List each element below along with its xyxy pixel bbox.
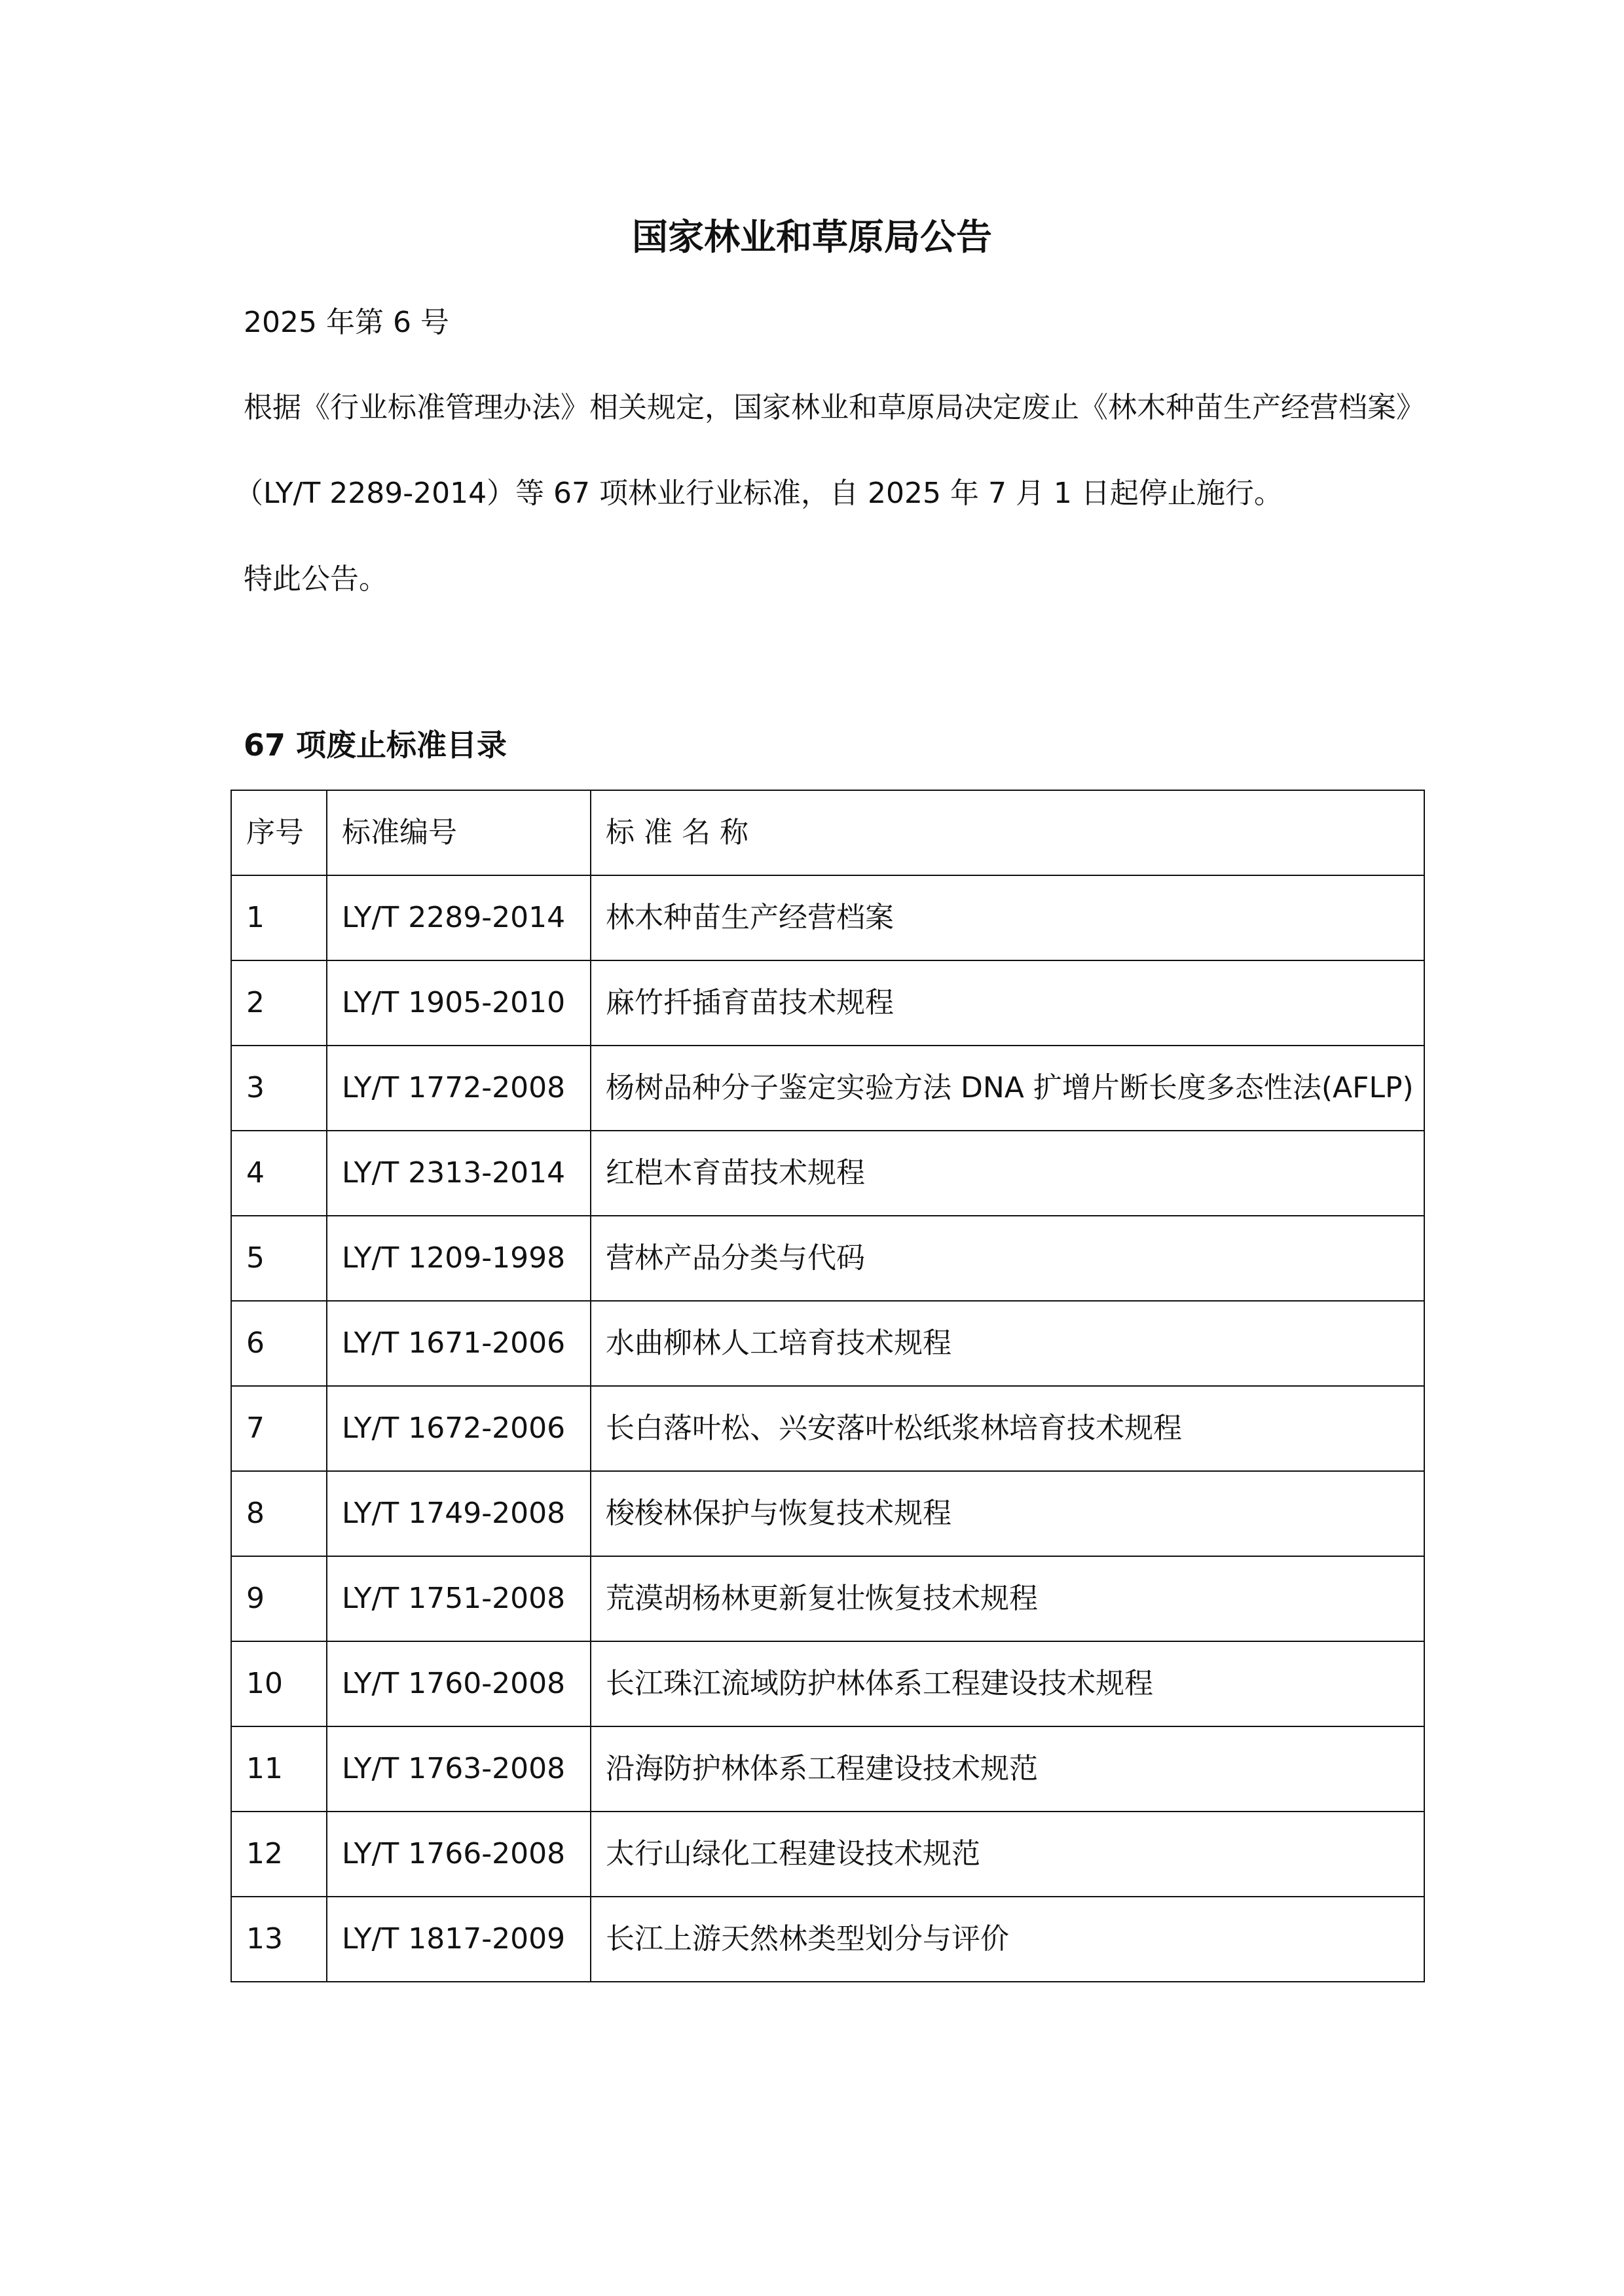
header-code: 标准编号 — [327, 790, 591, 875]
table-row — [231, 1131, 1424, 1216]
row-code-cell: LY/T 1760-2008 — [327, 1641, 591, 1726]
row-name-cell: 长江上游天然林类型划分与评价 — [591, 1897, 1424, 1982]
announcement-closing: 特此公告。 — [244, 562, 388, 596]
table-row — [231, 1641, 1424, 1726]
table-row — [231, 1386, 1424, 1471]
row-name-cell: 沿海防护林体系工程建设技术规范 — [591, 1726, 1424, 1812]
row-index-cell: 7 — [231, 1386, 327, 1471]
row-name-cell: 杨树品种分子鉴定实验方法 DNA 扩增片断长度多态性法(AFLP) — [591, 1046, 1424, 1131]
row-code-cell: LY/T 1672-2006 — [327, 1386, 591, 1471]
table-row — [231, 1897, 1424, 1982]
row-name-cell: 麻竹扦插育苗技术规程 — [591, 960, 1424, 1046]
table-row — [231, 1216, 1424, 1301]
table-row — [231, 960, 1424, 1046]
announcement-body-line-1: 根据《行业标准管理办法》相关规定，国家林业和草原局决定废止《林木种苗生产经营档案》 — [244, 391, 1425, 424]
row-name-cell: 荒漠胡杨林更新复壮恢复技术规程 — [591, 1556, 1424, 1641]
table-row — [231, 1556, 1424, 1641]
standards-table — [231, 790, 1425, 1982]
row-code-cell: LY/T 1905-2010 — [327, 960, 591, 1046]
table-row — [231, 1046, 1424, 1131]
list-heading: 67 项废止标准目录 — [244, 727, 507, 763]
row-code-cell: LY/T 1763-2008 — [327, 1726, 591, 1812]
row-index-cell: 5 — [231, 1216, 327, 1301]
row-name-cell: 林木种苗生产经营档案 — [591, 875, 1424, 960]
row-index-cell: 12 — [231, 1812, 327, 1897]
row-index-cell: 2 — [231, 960, 327, 1046]
row-index-cell: 1 — [231, 875, 327, 960]
row-name-cell: 水曲柳林人工培育技术规程 — [591, 1301, 1424, 1386]
row-index-cell: 6 — [231, 1301, 327, 1386]
row-code-cell: LY/T 1671-2006 — [327, 1301, 591, 1386]
row-code-cell: LY/T 2313-2014 — [327, 1131, 591, 1216]
row-code-cell: LY/T 1749-2008 — [327, 1471, 591, 1556]
table-header-row — [231, 790, 1424, 875]
row-code-cell: LY/T 2289-2014 — [327, 875, 591, 960]
row-index-cell: 3 — [231, 1046, 327, 1131]
row-code-cell: LY/T 1766-2008 — [327, 1812, 591, 1897]
row-index-cell: 11 — [231, 1726, 327, 1812]
row-name-cell: 营林产品分类与代码 — [591, 1216, 1424, 1301]
row-index-cell: 10 — [231, 1641, 327, 1726]
row-name-cell: 长白落叶松、兴安落叶松纸浆林培育技术规程 — [591, 1386, 1424, 1471]
row-code-cell: LY/T 1209-1998 — [327, 1216, 591, 1301]
header-name: 标 准 名 称 — [591, 790, 1424, 875]
row-index-cell: 4 — [231, 1131, 327, 1216]
announcement-body-line-2: （LY/T 2289-2014）等 67 项林业行业标准，自 2025 年 7 月 1 日起停止施行。 — [234, 477, 1283, 510]
announcement-title: 国家林业和草原局公告 — [631, 216, 992, 258]
announcement-number: 2025 年第 6 号 — [244, 306, 449, 339]
row-code-cell: LY/T 1817-2009 — [327, 1897, 591, 1982]
table-row — [231, 1812, 1424, 1897]
row-name-cell: 长江珠江流域防护林体系工程建设技术规程 — [591, 1641, 1424, 1726]
row-index-cell: 8 — [231, 1471, 327, 1556]
row-name-cell: 梭梭林保护与恢复技术规程 — [591, 1471, 1424, 1556]
row-index-cell: 13 — [231, 1897, 327, 1982]
row-name-cell: 红桤木育苗技术规程 — [591, 1131, 1424, 1216]
table-row — [231, 1301, 1424, 1386]
table-row — [231, 1726, 1424, 1812]
row-code-cell: LY/T 1772-2008 — [327, 1046, 591, 1131]
row-name-cell: 太行山绿化工程建设技术规范 — [591, 1812, 1424, 1897]
row-code-cell: LY/T 1751-2008 — [327, 1556, 591, 1641]
table-row — [231, 1471, 1424, 1556]
row-index-cell: 9 — [231, 1556, 327, 1641]
header-index: 序号 — [231, 790, 327, 875]
table-row — [231, 875, 1424, 960]
